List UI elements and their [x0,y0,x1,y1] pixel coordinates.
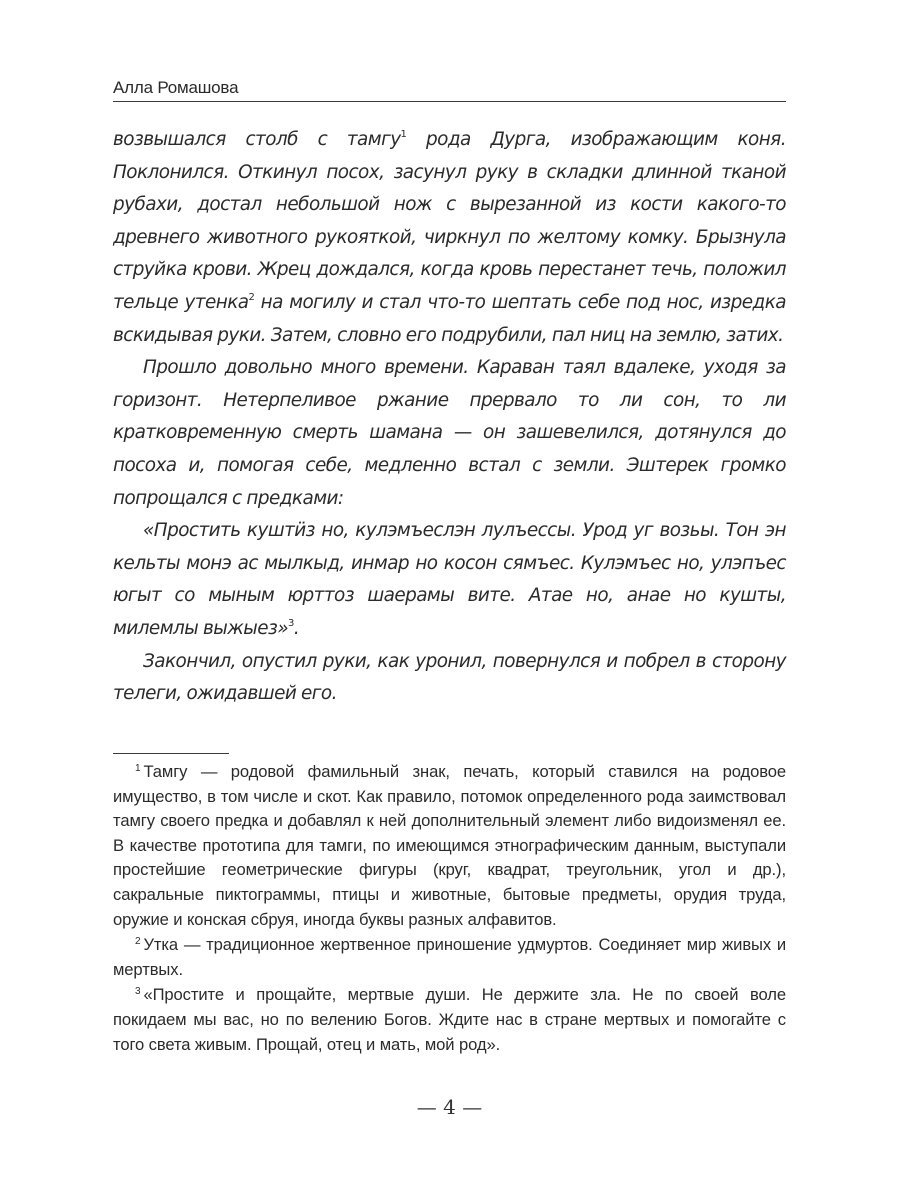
footnote-text: Тамгу — родовой фамильный знак, печать, который ставился на родовое имущество, в том числе и скот. Как правило, потомок определенного рода заимствовал тамгу своего предка и добавлял к ней дополнительный элемент либо видоизменял ее. В качестве прототипа для тамги, по имеющимся этнографическим данным, выступали простейшие геометрические фигуры (круг, квадрат, треугольник, угол и др.), сакральные пиктограммы, птицы и животные, бытовые предметы, орудия труда, оружие и конская сбруя, иногда буквы разных алфавитов. [113,762,786,929]
text-segment: на могилу и стал что-то шептать себе под нос, изредка вскидывая руки. Затем, словно его подрубили, пал ниц на землю, затих. [113,291,786,346]
footnote-2 [113,933,786,982]
paragraph-4 [113,646,786,711]
paragraph-1 [113,124,786,352]
footnote-1 [113,760,786,932]
footnote-ref-1[interactable]: 1 [400,129,407,140]
footnote-separator [113,753,229,754]
text-segment: возвышался столб с тамгу [113,129,401,150]
footnote-3 [113,983,786,1057]
footnote-ref-2[interactable]: 2 [248,291,255,303]
footnote-text: Утка — традиционное жертвенное приношение удмуртов. Соединяет мир живых и мертвых. [113,935,786,979]
paragraph-3-prayer [113,515,786,645]
footnote-mark: 1 [135,763,141,774]
main-text [113,124,786,711]
text-segment: Закончил, опустил руки, как уронил, повернулся и побрел в сторону телеги, ожидавшей его. [113,650,786,705]
book-page [113,0,786,1200]
page-number: — 4 — [416,1095,483,1119]
text-segment: Прошло довольно много времени. Караван таял вдалеке, уходя за горизонт. Нетерпеливое ржание прервало то ли сон, то ли кратковременную смерть шамана — он зашевелился, дотянулся до посоха и, помогая себе, медленно встал с земли. Эштерек громко попрощался с предками: [113,357,786,509]
text-segment: рода Дурга, изображающим коня. Поклонился. Откинул посох, засунул руку в складки длинной тканой рубахи, достал небольшой нож с вырезанной из кости какого-то древнего животного рукояткой, чиркнул по желтому комку. Брызнула струйка крови. Жрец дождался, когда кровь перестанет течь, положил тельце утенка [113,129,786,313]
footnote-ref-3[interactable]: 3 [288,617,294,629]
running-head-author: Алла Ромашова [113,79,786,102]
footnote-text: «Простите и прощайте, мертвые души. Не держите зла. Не по своей воле покидаем мы вас, но по велению Богов. Ждите нас в стране мертвых и помогайте с того света живым. Прощай, отец и мать, мой род». [113,985,786,1054]
paragraph-2 [113,352,786,515]
text-segment: . [293,617,300,639]
text-segment: «Простить куштӥз но, кулэмъеслэн лулъессы. Урод уг возьы. Тон эн кельты монэ ас мылкыд, инмар но косон сямъес. Кулэмъес но, улэпъес югыт со мыным юрттоз шаерамы вите. Атае но, анае но кушты, милемлы выжыез» [113,520,786,639]
footnote-mark: 2 [135,936,141,948]
footnotes [113,760,786,1058]
footnote-mark: 3 [135,986,141,998]
